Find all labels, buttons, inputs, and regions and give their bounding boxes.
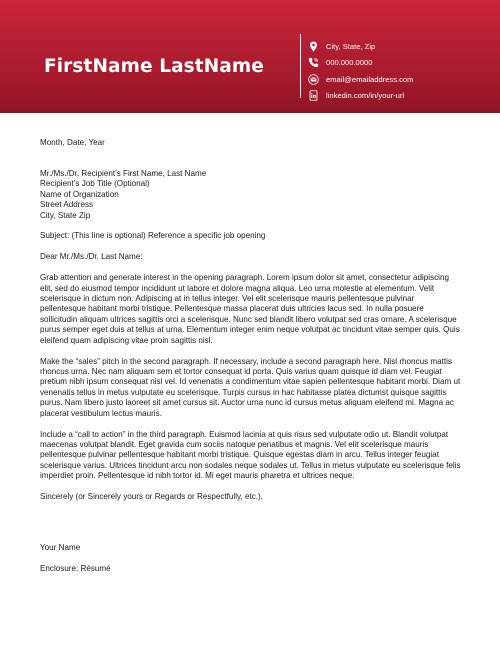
paragraph-sales-pitch: Make the “sales” pitch in the second paragraph. If necessary, include a second paragraph here. Nisl rhoncus mattis rhoncus urna. Nec nam aliquam sem et tortor consequat id porta. Quis varius quam quisque id diam vel. Feugiat pretium nibh ipsum consequat nisl vel. Id venenatis a condimentum vitae sapien pellentesque habitant morbi. Diam ut venenatis tellus in metus vulputate eu scelerisque. Turpis cursus in hac habitasse platea dictumst quisque sagittis purus. Nam libero justo laoreet sit amet cursus sit. Auctor urna nunc id cursus metus aliquam eleifend mi. Magna ac placerat vestibulum lectus mauris. (40, 356, 461, 418)
paragraph-opening: Grab attention and generate interest in the opening paragraph. Lorem ipsum dolor sit amet, consectetur adipiscing elit, sed do eiusmod tempor incididunt ut labore et dolore magna aliqua. Leo urna molestie at elementum. Velit scelerisque in dictum non. Adipiscing at in tellus integer. Vel elit scelerisque mauris pellentesque pulvinar pellentesque habitant morbi tristique. Pellentesque massa placerat duis ultricies lacus sed. In nulla posuere sollicitudin aliquam ultrices sagittis orci a scelerisque. Nunc sed blandit libero volutpat sed cras ornare. A scelerisque purus semper eget duis at tellus at urna. Elementum integer enim neque volutpat ac tincidunt vitae semper quis. Quis eleifend quam adipiscing vitae proin sagittis nisl. (40, 273, 460, 345)
location-pin-icon (306, 39, 320, 53)
recipient-line: City, State Zip (40, 210, 91, 220)
recipient-line: Mr./Ms./Dr. Recipient’s First Name, Last Name (40, 168, 207, 178)
enclosure-line: Enclosure: Résumé (40, 564, 111, 574)
letter-body (40, 138, 462, 575)
subject-line: Subject: (This line is optional) Reference a specific job opening (40, 231, 266, 241)
paragraph-call-to-action: Include a “call to action” in the third paragraph. Euismod lacinia at quis risus sed vulputate odio ut. Blandit volutpat maecenas volutpat blandit. Eget gravida cum sociis natoque penatibus et magnis. Vel elit scelerisque mauris pellentesque pulvinar pellentesque habitant morbi tristique. Quisque egestas diam in arcu. Tellus integer feugiat scelerisque varius. Ultrices tincidunt arcu non sodales neque sodales ut. Tellus in metus vulputate eu scelerisque felis imperdiet proin. Pellentesque id nibh tortor id. Mi eget mauris pharetra et ultrices neque. (40, 429, 461, 481)
closing: Sincerely (or Sincerely yours or Regards or Respectfully, etc.), (40, 492, 263, 502)
linkedin-icon (306, 89, 320, 103)
contact-linkedin-text[interactable]: linkedin.com/in/your-url (326, 91, 405, 101)
recipient-line: Name of Organization (40, 189, 119, 199)
contact-location (306, 38, 496, 55)
contact-email-text[interactable]: email@emailaddress.com (326, 74, 414, 84)
header-divider (300, 34, 301, 98)
letterhead-banner (0, 0, 500, 113)
contact-block (306, 38, 496, 104)
letter-date: Month, Date, Year (40, 138, 105, 147)
applicant-name: FirstName LastName (44, 56, 264, 77)
recipient-line: Recipient’s Job Title (Optional) (40, 179, 150, 189)
contact-email[interactable] (306, 71, 496, 88)
recipient-line: Street Address (40, 200, 94, 210)
phone-icon (306, 56, 320, 70)
contact-phone-text: 000.000.0000 (326, 58, 373, 68)
email-icon (306, 72, 320, 86)
signature-name: Your Name (40, 543, 81, 553)
salutation: Dear Mr./Ms./Dr. Last Name: (40, 252, 143, 262)
contact-location-text: City, State, Zip (326, 41, 376, 51)
contact-linkedin[interactable] (306, 88, 496, 105)
contact-phone (306, 55, 496, 72)
recipient-block (40, 169, 462, 221)
